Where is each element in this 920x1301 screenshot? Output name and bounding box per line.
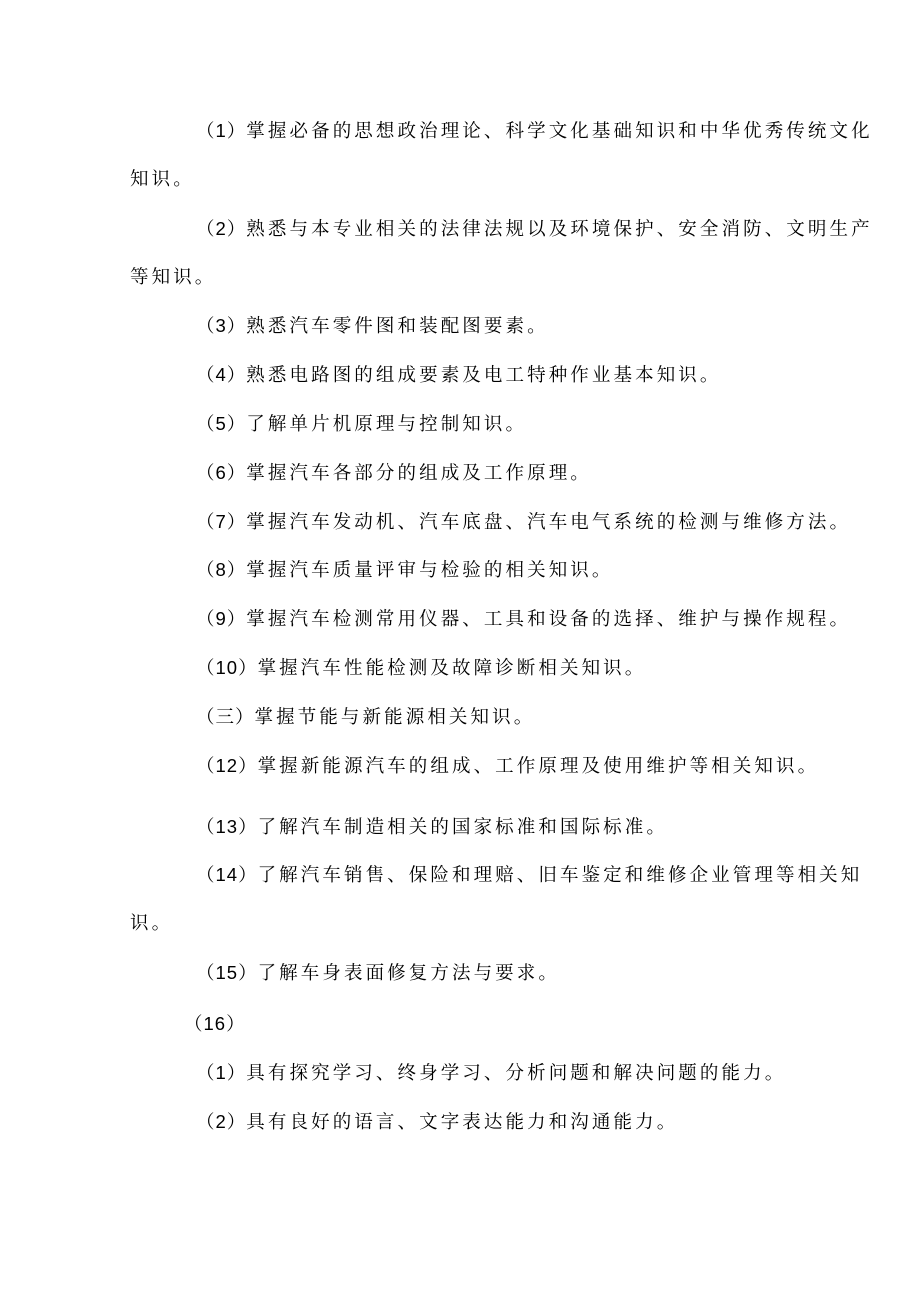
- item-text: 熟悉汽车零件图和装配图要素。: [246, 316, 549, 337]
- paragraph-4: [196, 362, 722, 389]
- item-text: 掌握必备的思想政治理论、科学文化基础知识和中华优秀传统文化: [246, 121, 873, 142]
- paragraph-14-line-1: [196, 862, 862, 889]
- paragraph-8: [196, 557, 614, 584]
- paragraph-12: [196, 753, 819, 780]
- paragraph-16: [184, 1011, 246, 1038]
- ability-paragraph-1: [196, 1060, 786, 1087]
- item-number: （1）: [196, 1062, 247, 1083]
- item-text: 掌握汽车各部分的组成及工作原理。: [246, 463, 592, 484]
- item-text: 掌握汽车性能检测及故障诊断相关知识。: [257, 658, 647, 679]
- item-number: （10）: [196, 657, 258, 678]
- paragraph-7: [196, 509, 851, 536]
- paragraph-13: [196, 814, 668, 841]
- paragraph-2-line-1: [196, 216, 873, 243]
- paragraph-2-line-2: [130, 265, 216, 291]
- item-number: （2）: [196, 1111, 247, 1132]
- item-text: 了解汽车销售、保险和理赔、旧车鉴定和维修企业管理等相关知: [257, 865, 863, 886]
- item-text: 熟悉与本专业相关的法律法规以及环境保护、安全消防、文明生产: [246, 219, 873, 240]
- paragraph-14-line-2: [130, 911, 173, 937]
- paragraph-3: [196, 313, 549, 340]
- item-number: （8）: [196, 559, 247, 580]
- item-text: 掌握新能源汽车的组成、工作原理及使用维护等相关知识。: [257, 756, 820, 777]
- item-number: （13）: [196, 816, 258, 837]
- item-text: 掌握节能与新能源相关知识。: [254, 707, 536, 728]
- item-number: （15）: [196, 962, 258, 983]
- item-number: （5）: [196, 413, 247, 434]
- item-number: （三）: [196, 706, 255, 727]
- paragraph-15: [196, 960, 560, 987]
- paragraph-11: [196, 704, 535, 731]
- item-text: 掌握汽车质量评审与检验的相关知识。: [246, 560, 614, 581]
- item-text: 了解车身表面修复方法与要求。: [257, 963, 560, 984]
- item-number: （9）: [196, 608, 247, 629]
- ability-paragraph-2: [196, 1109, 678, 1136]
- paragraph-1-line-2: [130, 167, 195, 193]
- item-text: 了解单片机原理与控制知识。: [246, 414, 528, 435]
- item-number: （4）: [196, 364, 247, 385]
- paragraph-5: [196, 411, 527, 438]
- item-number: （16）: [184, 1013, 246, 1034]
- item-number: （14）: [196, 864, 258, 885]
- item-text: 掌握汽车发动机、汽车底盘、汽车电气系统的检测与维修方法。: [246, 512, 852, 533]
- item-number: （7）: [196, 511, 247, 532]
- item-text: 具有良好的语言、文字表达能力和沟通能力。: [246, 1112, 679, 1133]
- paragraph-1-line-1: [196, 118, 873, 145]
- item-number: （3）: [196, 315, 247, 336]
- item-text: 具有探究学习、终身学习、分析问题和解决问题的能力。: [246, 1063, 787, 1084]
- item-text: 掌握汽车检测常用仪器、工具和设备的选择、维护与操作规程。: [246, 609, 852, 630]
- item-text-continued: 等知识。: [130, 267, 217, 288]
- item-number: （1）: [196, 120, 247, 141]
- paragraph-10: [196, 655, 646, 682]
- item-text-continued: 知识。: [130, 169, 195, 190]
- item-number: （12）: [196, 755, 258, 776]
- item-text: 了解汽车制造相关的国家标准和国际标准。: [257, 817, 668, 838]
- item-text: 熟悉电路图的组成要素及电工特种作业基本知识。: [246, 365, 722, 386]
- paragraph-6: [196, 460, 592, 487]
- item-number: （2）: [196, 218, 247, 239]
- item-text-continued: 识。: [130, 913, 174, 934]
- paragraph-9: [196, 606, 851, 633]
- item-number: （6）: [196, 462, 247, 483]
